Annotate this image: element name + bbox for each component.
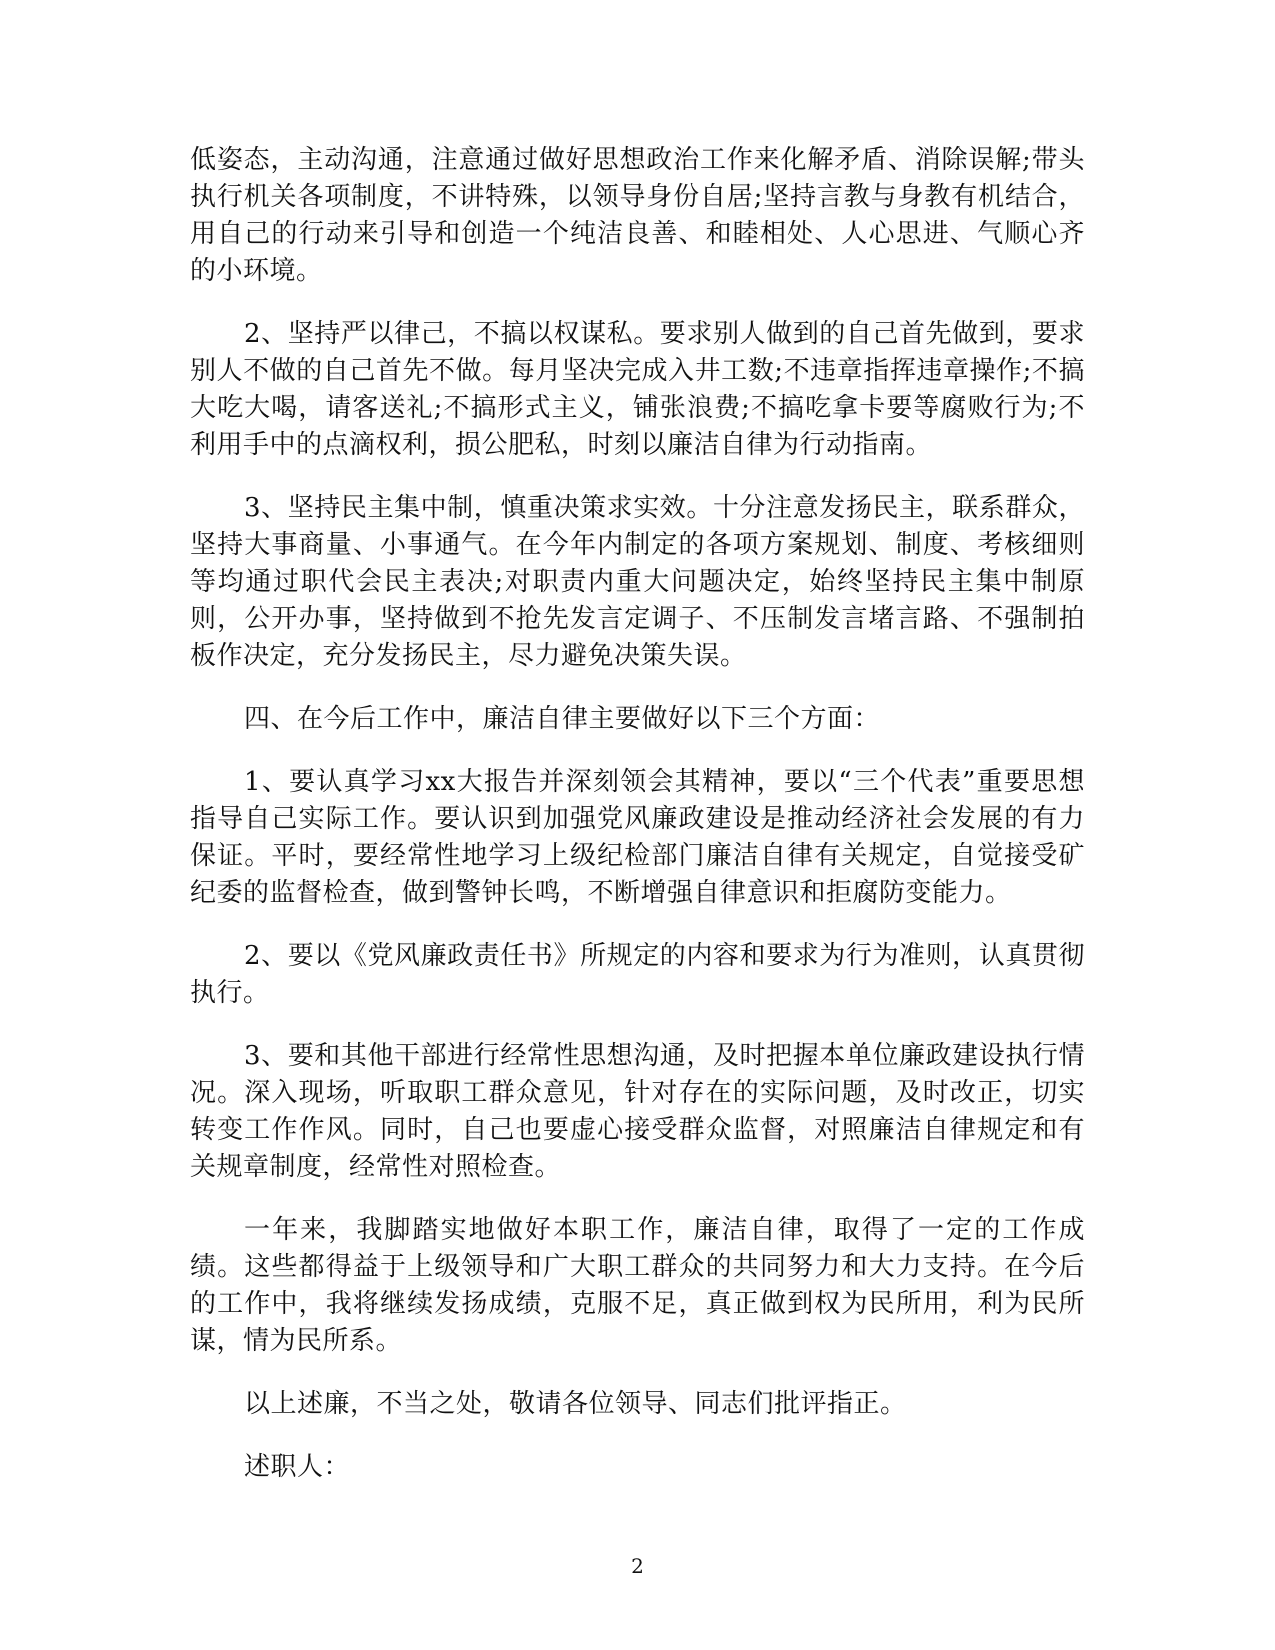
- paragraph-continuation: 低姿态，主动沟通，注意通过做好思想政治工作来化解矛盾、消除误解;带头执行机关各项制度，不讲特殊，以领导身份自居;坚持言教与身教有机结合，用自己的行动来引导和创造一个纯洁良善、和睦相处、人心思进、气顺心齐的小环境。: [190, 145, 1085, 286]
- paragraph-point-3-democratic-centralism: 3、坚持民主集中制，慎重决策求实效。十分注意发扬民主，联系群众，坚持大事商量、小事通气。在今年内制定的各项方案规划、制度、考核细则等均通过职代会民主表决;对职责内重大问题决定，始终坚持民主集中制原则，公开办事，坚持做到不抢先发言定调子、不压制发言堵言路、不强制拍板作决定，充分发扬民主，尽力避免决策失误。: [190, 493, 1085, 671]
- paragraph-closing: 以上述廉，不当之处，敬请各位领导、同志们批评指正。: [244, 1389, 907, 1419]
- paragraph-future-point-2: 2、要以《党风廉政责任书》所规定的内容和要求为行为准则，认真贯彻执行。: [190, 941, 1085, 1008]
- section-heading-four: 四、在今后工作中，廉洁自律主要做好以下三个方面：: [244, 704, 881, 734]
- paragraph-point-2-self-discipline: 2、坚持严以律己，不搞以权谋私。要求别人做到的自己首先做到，要求别人不做的自己首先不做。每月坚决完成入井工数;不违章指挥违章操作;不搞大吃大喝，请客送礼;不搞形式主义，铺张浪费;不搞吃拿卡要等腐败行为;不利用手中的点滴权利，损公肥私，时刻以廉洁自律为行动指南。: [190, 319, 1085, 460]
- paragraph-summary: 一年来，我脚踏实地做好本职工作，廉洁自律，取得了一定的工作成绩。这些都得益于上级领导和广大职工群众的共同努力和大力支持。在今后的工作中，我将继续发扬成绩，克服不足，真正做到权为民所用，利为民所谋，情为民所系。: [190, 1215, 1085, 1356]
- paragraph-future-point-1: 1、要认真学习xx大报告并深刻领会其精神，要以“三个代表”重要思想指导自己实际工作。要认识到加强党风廉政建设是推动经济社会发展的有力保证。平时，要经常性地学习上级纪检部门廉洁自律有关规定，自觉接受矿纪委的监督检查，做到警钟长鸣，不断增强自律意识和拒腐防变能力。: [190, 767, 1085, 908]
- paragraph-future-point-3: 3、要和其他干部进行经常性思想沟通，及时把握本单位廉政建设执行情况。深入现场，听取职工群众意见，针对存在的实际问题，及时改正，切实转变工作作风。同时，自己也要虚心接受群众监督，对照廉洁自律规定和有关规章制度，经常性对照检查。: [190, 1041, 1085, 1182]
- signature-line: 述职人：: [244, 1452, 351, 1482]
- page-number: 2: [631, 1554, 644, 1578]
- document-body: [190, 142, 1085, 1512]
